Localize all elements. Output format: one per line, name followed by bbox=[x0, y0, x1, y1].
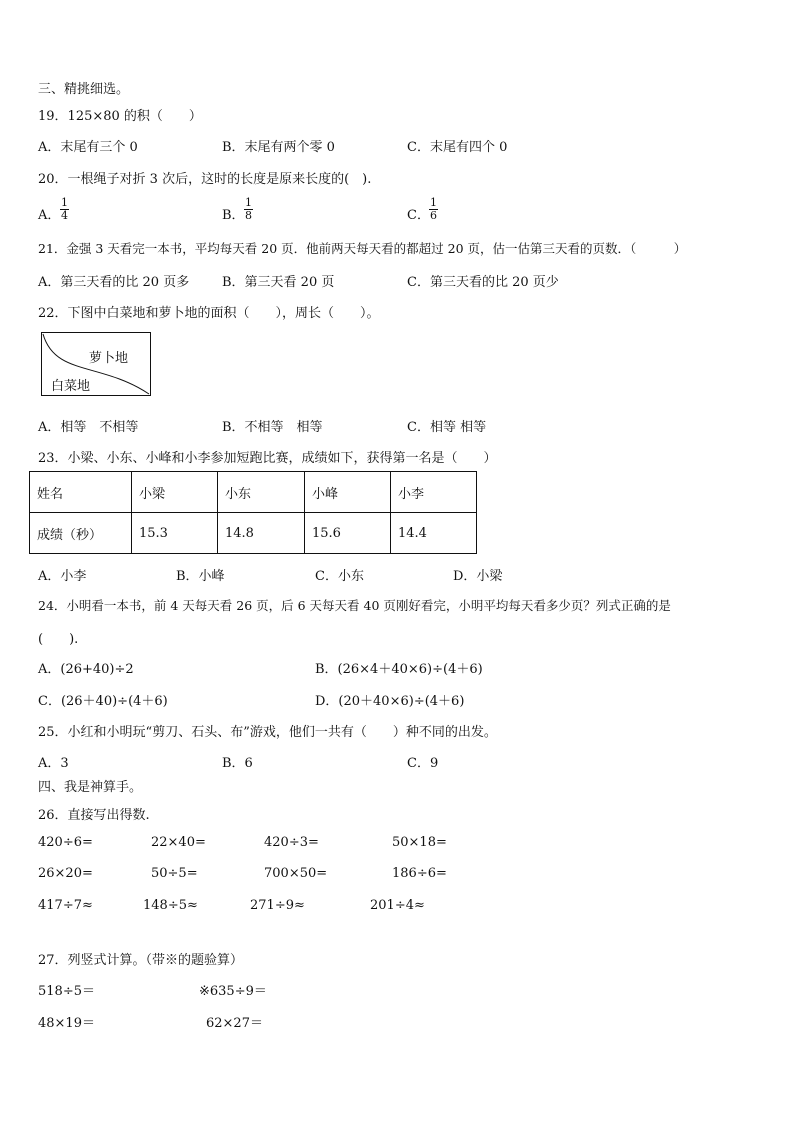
table-cell: 小梁 bbox=[132, 472, 218, 513]
q20-option-c-label: C． bbox=[407, 208, 430, 223]
q21-option-c: C．第三天看的比 20 页少 bbox=[407, 275, 559, 290]
q24-option-d: D．(20＋40×6)÷(4＋6) bbox=[315, 694, 465, 709]
q26-problem: 417÷7≈ bbox=[38, 898, 93, 913]
q26-problem: 271÷9≈ bbox=[250, 898, 305, 913]
denominator: 6 bbox=[430, 209, 437, 222]
q26-problem: 148÷5≈ bbox=[143, 898, 198, 913]
table-cell: 小李 bbox=[391, 472, 477, 513]
numerator: 1 bbox=[430, 196, 437, 209]
q23-option-c: C．小东 bbox=[315, 569, 364, 584]
q20-option-a-label: A． bbox=[38, 208, 61, 223]
q25-stem: 25．小红和小明玩“剪刀、石头、布”游戏，他们一共有（ ）种不同的出发。 bbox=[38, 725, 497, 740]
numerator: 1 bbox=[245, 196, 252, 209]
table-row bbox=[30, 472, 477, 513]
q25-option-c: C．9 bbox=[407, 756, 439, 771]
q26-problem: 201÷4≈ bbox=[370, 898, 425, 913]
section-title-3: 三、精挑细选。 bbox=[38, 82, 130, 97]
table-cell: 15.3 bbox=[132, 513, 218, 554]
q26-problem: 50÷5= bbox=[151, 866, 198, 881]
q27-problem: 518÷5＝ bbox=[38, 984, 95, 999]
denominator: 8 bbox=[245, 209, 252, 222]
q26-problem: 50×18= bbox=[392, 835, 447, 850]
q21-option-a: A．第三天看的比 20 页多 bbox=[38, 275, 190, 290]
q20-option-b-fraction bbox=[244, 197, 253, 222]
q24-stem: 24．小明看一本书，前 4 天每天看 26 页，后 6 天每天看 40 页刚好看完，小明平均每天看多少页？列式正确的是 bbox=[38, 598, 671, 613]
q19-option-c: C．末尾有四个 0 bbox=[407, 140, 508, 155]
q25-option-a: A．3 bbox=[38, 756, 69, 771]
q23-option-a: A．小李 bbox=[38, 569, 87, 584]
q24-option-b: B．(26×4＋40×6)÷(4＋6) bbox=[315, 662, 483, 677]
q21-stem: 21．金强 3 天看完一本书，平均每天看 20 页．他前两天每天看的都超过 20 页，估一估第三天看的页数．（ ） bbox=[38, 241, 687, 256]
q20-stem: 20．一根绳子对折 3 次后，这时的长度是原来长度的( ). bbox=[38, 172, 372, 187]
q27-stem: 27．列竖式计算。（带※的题验算） bbox=[38, 953, 244, 968]
q25-option-b: B．6 bbox=[222, 756, 253, 771]
q23-option-b: B．小峰 bbox=[176, 569, 225, 584]
race-results-table bbox=[29, 471, 477, 554]
table-cell: 15.6 bbox=[305, 513, 391, 554]
q24-option-a: A．(26+40)÷2 bbox=[38, 662, 134, 677]
numerator: 1 bbox=[61, 196, 68, 209]
table-row bbox=[30, 513, 477, 554]
denominator: 4 bbox=[61, 209, 68, 222]
q23-option-d: D．小梁 bbox=[453, 569, 503, 584]
radish-plot-label: 萝卜地 bbox=[89, 351, 129, 366]
q26-problem: 420÷6= bbox=[38, 835, 93, 850]
q19-stem: 19．125×80 的积（ ） bbox=[38, 109, 202, 124]
q23-stem: 23．小梁、小东、小峰和小李参加短跑比赛，成绩如下，获得第一名是（ ） bbox=[38, 451, 497, 466]
q26-problem: 26×20= bbox=[38, 866, 93, 881]
q26-stem: 26．直接写出得数. bbox=[38, 808, 150, 823]
cabbage-plot-label: 白菜地 bbox=[51, 379, 91, 394]
table-cell: 小东 bbox=[218, 472, 305, 513]
table-cell: 14.4 bbox=[391, 513, 477, 554]
q27-problem: ※635÷9＝ bbox=[199, 984, 267, 999]
q20-option-a-fraction bbox=[60, 197, 69, 222]
q27-problem: 62×27＝ bbox=[206, 1016, 263, 1031]
q26-problem: 22×40= bbox=[151, 835, 206, 850]
q22-option-c: C．相等 相等 bbox=[407, 420, 487, 435]
table-cell: 成绩（秒） bbox=[30, 513, 132, 554]
q26-problem: 700×50= bbox=[264, 866, 328, 881]
q21-option-b: B．第三天看 20 页 bbox=[222, 275, 335, 290]
q27-problem: 48×19＝ bbox=[38, 1016, 95, 1031]
q26-problem: 420÷3= bbox=[264, 835, 319, 850]
q26-problem: 186÷6= bbox=[392, 866, 447, 881]
q19-option-a: A．末尾有三个 0 bbox=[38, 140, 138, 155]
q24-stem-continued: ( ). bbox=[38, 632, 79, 647]
q20-option-c-fraction bbox=[429, 197, 438, 222]
section-title-4: 四、我是神算手。 bbox=[38, 780, 143, 795]
land-plot-diagram bbox=[41, 332, 151, 396]
table-cell: 14.8 bbox=[218, 513, 305, 554]
q22-option-b: B．不相等 相等 bbox=[222, 420, 323, 435]
table-cell: 小峰 bbox=[305, 472, 391, 513]
q19-option-b: B．末尾有两个零 0 bbox=[222, 140, 335, 155]
q24-option-c: C．(26＋40)÷(4＋6) bbox=[38, 694, 168, 709]
q22-option-a: A．相等 不相等 bbox=[38, 420, 139, 435]
table-cell: 姓名 bbox=[30, 472, 132, 513]
q22-stem: 22．下图中白菜地和萝卜地的面积（ ），周长（ ）。 bbox=[38, 306, 380, 321]
q20-option-b-label: B． bbox=[222, 208, 245, 223]
